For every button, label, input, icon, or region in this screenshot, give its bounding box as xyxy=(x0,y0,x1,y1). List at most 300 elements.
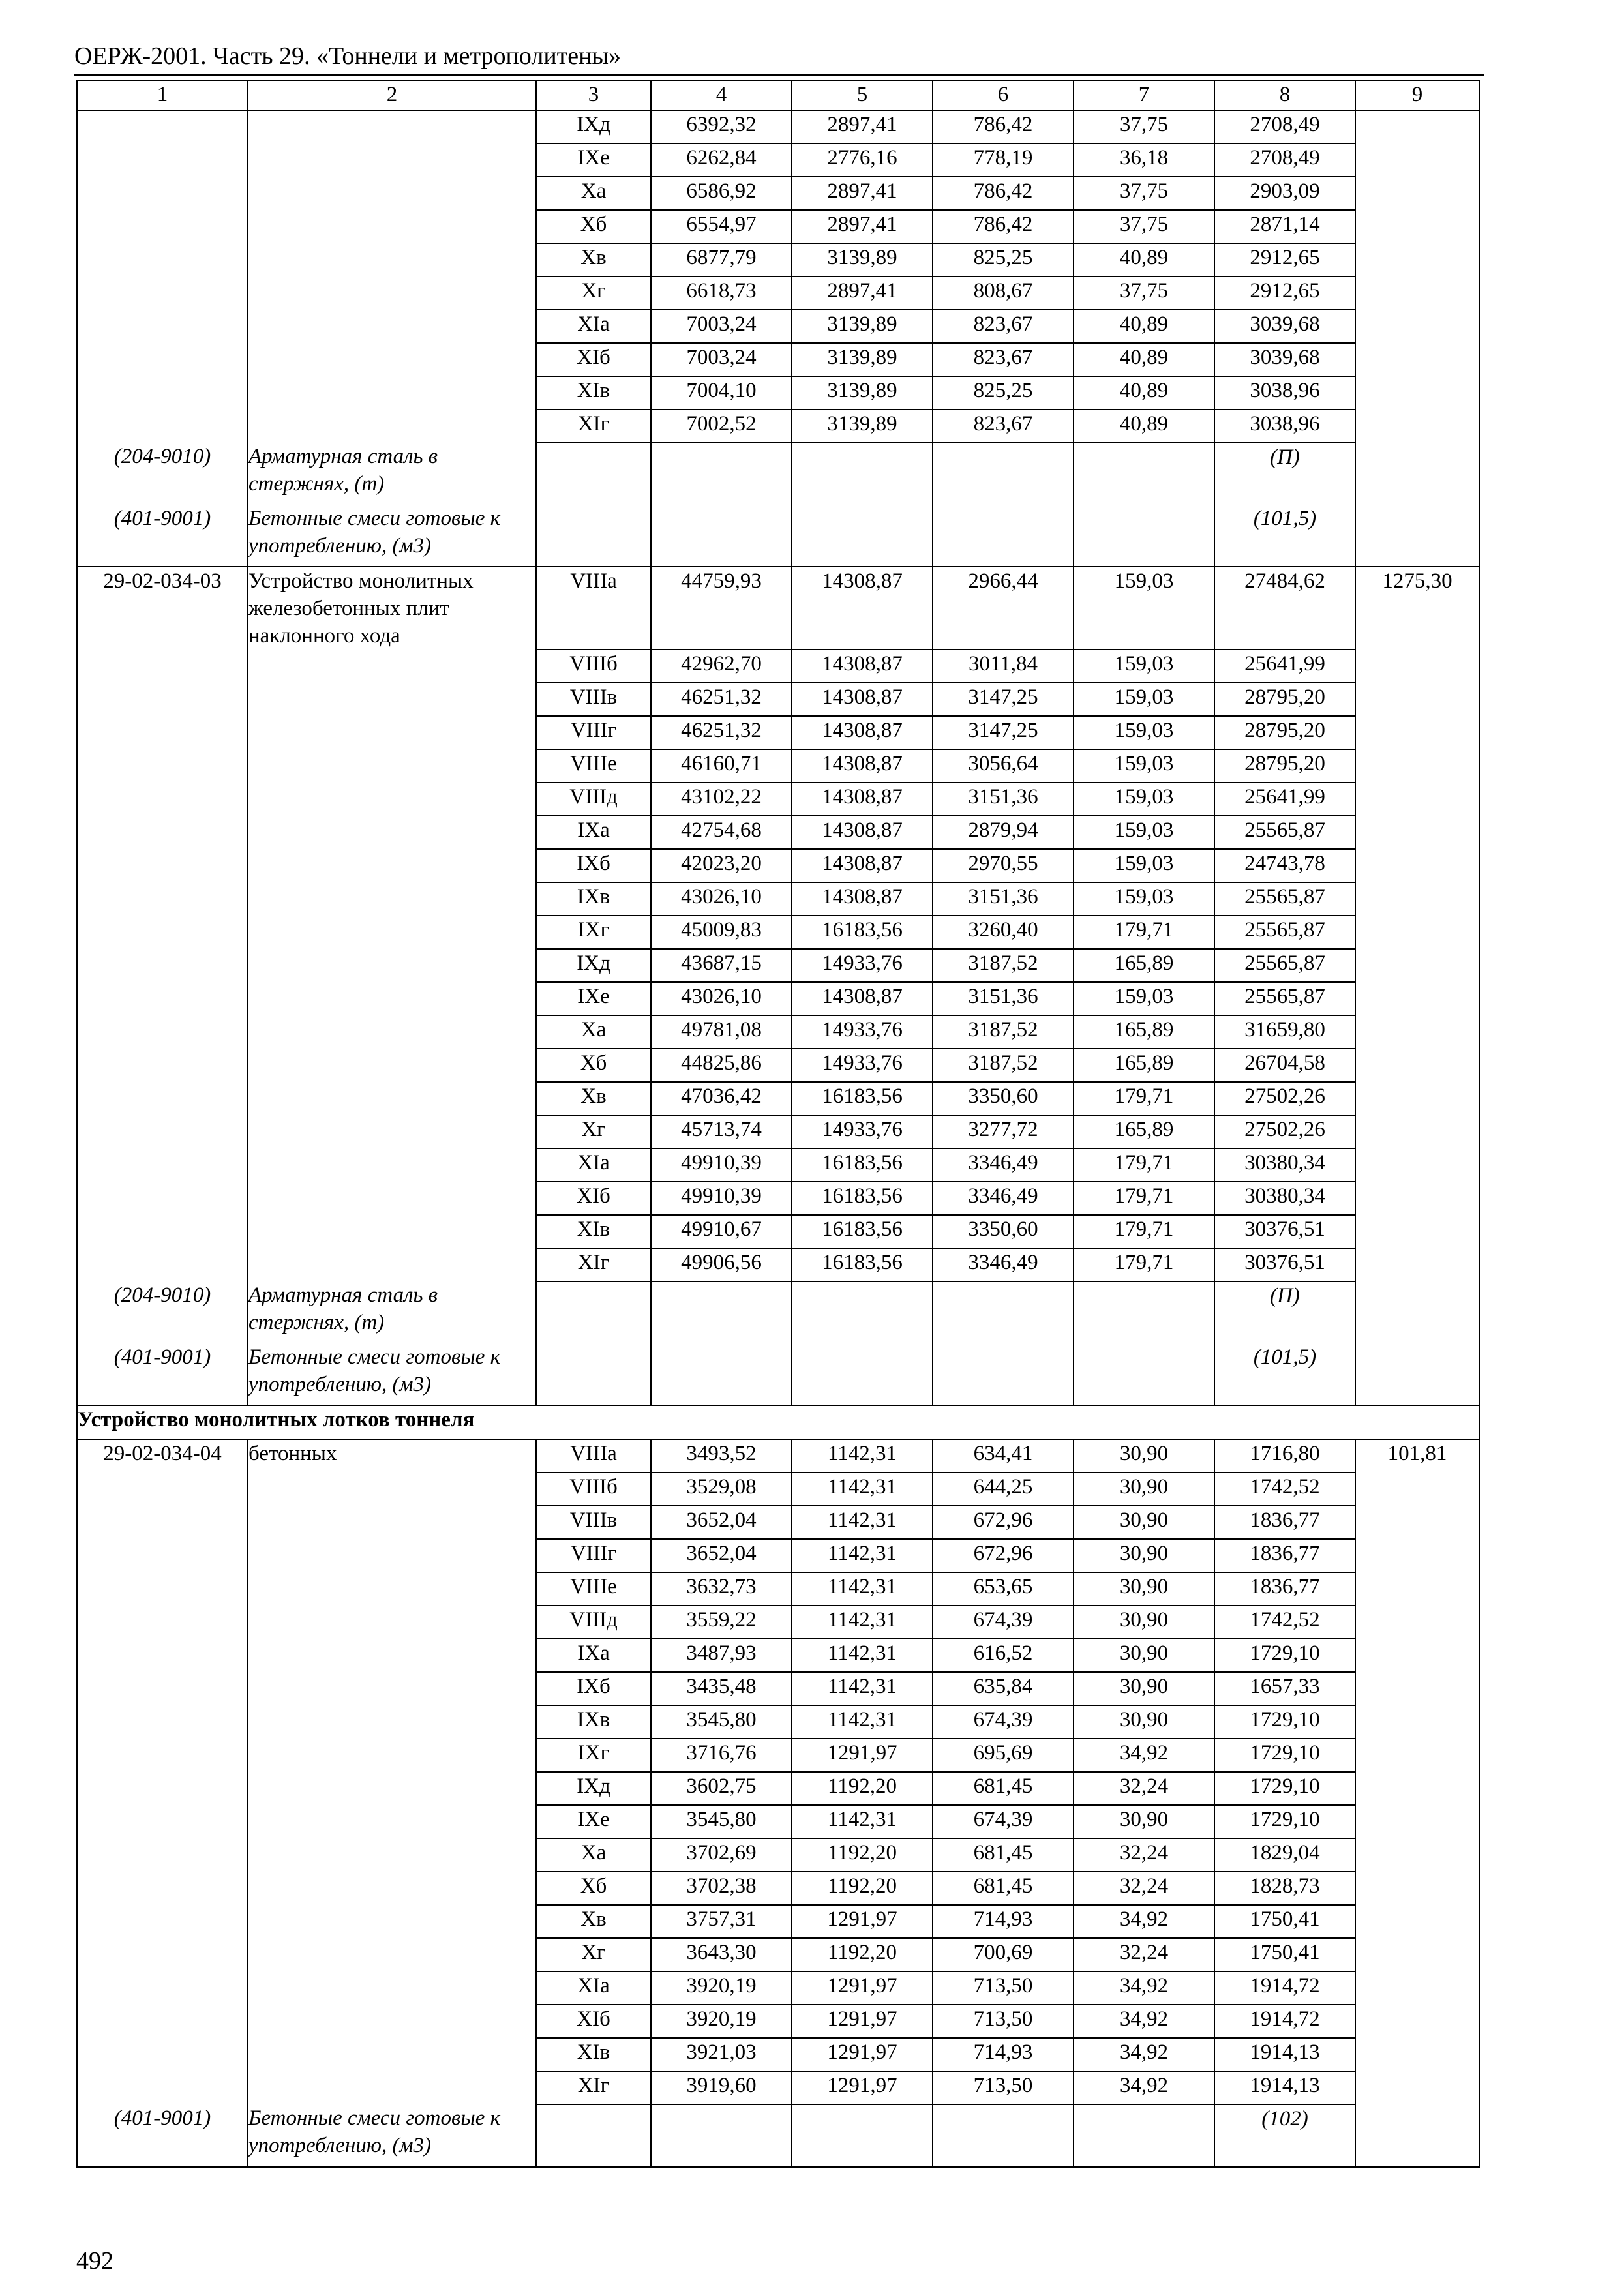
total-cell xyxy=(1355,1506,1479,1539)
work-name xyxy=(248,1572,536,1606)
value-cell: 3039,68 xyxy=(1214,310,1355,343)
resource-row xyxy=(77,505,1479,567)
table-row xyxy=(77,567,1479,650)
value-cell: 14308,87 xyxy=(792,567,933,650)
value-cell: 1192,20 xyxy=(792,1838,933,1872)
zone-cell: IXд xyxy=(536,110,651,143)
total-cell xyxy=(1355,310,1479,343)
value-cell: 1142,31 xyxy=(792,1439,933,1473)
value-cell: 40,89 xyxy=(1074,243,1214,277)
value-cell: 3187,52 xyxy=(933,1049,1074,1082)
value-cell: 1729,10 xyxy=(1214,1805,1355,1838)
value-cell: 159,03 xyxy=(1074,650,1214,683)
value-cell: 1716,80 xyxy=(1214,1439,1355,1473)
value-cell: 46251,32 xyxy=(651,716,792,749)
value-cell: 31659,80 xyxy=(1214,1015,1355,1049)
value-cell: 36,18 xyxy=(1074,143,1214,177)
zone-cell: Xв xyxy=(536,1082,651,1115)
section-heading: Устройство монолитных лотков тоннеля xyxy=(77,1405,1479,1439)
work-name xyxy=(248,1772,536,1805)
page-title: ОЕРЖ-2001. Часть 29. «Тоннели и метрополитены» xyxy=(74,42,622,70)
empty-cell xyxy=(1074,2104,1214,2167)
rate-code xyxy=(77,783,248,816)
table-row xyxy=(77,1938,1479,1971)
value-cell: 3139,89 xyxy=(792,410,933,443)
table-row xyxy=(77,1015,1479,1049)
table-row xyxy=(77,982,1479,1015)
table-row xyxy=(77,650,1479,683)
table-row xyxy=(77,1739,1479,1772)
value-cell: 34,92 xyxy=(1074,2038,1214,2071)
empty-cell xyxy=(536,505,651,567)
resource-code: (401-9001) xyxy=(77,2104,248,2167)
table-row xyxy=(77,1439,1479,1473)
rate-code xyxy=(77,749,248,783)
value-cell: 1742,52 xyxy=(1214,1606,1355,1639)
value-cell: 823,67 xyxy=(933,410,1074,443)
value-cell: 37,75 xyxy=(1074,177,1214,210)
total-cell xyxy=(1355,1672,1479,1705)
work-name xyxy=(248,1838,536,1872)
value-cell: 45009,83 xyxy=(651,916,792,949)
value-cell: 30,90 xyxy=(1074,1473,1214,1506)
rate-code xyxy=(77,1739,248,1772)
resource-code: (204-9010) xyxy=(77,1281,248,1343)
zone-cell: VIIIг xyxy=(536,1539,651,1572)
value-cell: 3529,08 xyxy=(651,1473,792,1506)
empty-cell xyxy=(1074,1343,1214,1405)
table-row xyxy=(77,1473,1479,1506)
value-cell: 159,03 xyxy=(1074,982,1214,1015)
zone-cell: XIг xyxy=(536,410,651,443)
rate-code xyxy=(77,1473,248,1506)
rate-code xyxy=(77,1938,248,1971)
value-cell: 1657,33 xyxy=(1214,1672,1355,1705)
zone-cell: IXа xyxy=(536,816,651,849)
empty-cell xyxy=(933,443,1074,505)
rate-code xyxy=(77,376,248,410)
value-cell: 14933,76 xyxy=(792,1115,933,1148)
value-cell: 28795,20 xyxy=(1214,683,1355,716)
rate-code xyxy=(77,1049,248,1082)
value-cell: 2897,41 xyxy=(792,110,933,143)
value-cell: 714,93 xyxy=(933,2038,1074,2071)
value-cell: 3139,89 xyxy=(792,376,933,410)
table-row xyxy=(77,816,1479,849)
rate-code xyxy=(77,1639,248,1672)
zone-cell: IXе xyxy=(536,982,651,1015)
work-name xyxy=(248,177,536,210)
value-cell: 37,75 xyxy=(1074,277,1214,310)
value-cell: 3260,40 xyxy=(933,916,1074,949)
value-cell: 1914,13 xyxy=(1214,2038,1355,2071)
value-cell: 3920,19 xyxy=(651,1971,792,2005)
value-cell: 1192,20 xyxy=(792,1938,933,1971)
value-cell: 7002,52 xyxy=(651,410,792,443)
rate-code xyxy=(77,2005,248,2038)
table-row xyxy=(77,683,1479,716)
table-row xyxy=(77,2038,1479,2071)
rate-code xyxy=(77,1215,248,1248)
value-cell: 3147,25 xyxy=(933,716,1074,749)
work-name xyxy=(248,1872,536,1905)
work-name xyxy=(248,2005,536,2038)
value-cell: 3151,36 xyxy=(933,882,1074,916)
column-number: 2 xyxy=(248,80,536,110)
value-cell: 1291,97 xyxy=(792,1739,933,1772)
zone-cell: XIв xyxy=(536,376,651,410)
zone-cell: Xв xyxy=(536,243,651,277)
rate-code xyxy=(77,143,248,177)
table-row xyxy=(77,1905,1479,1938)
empty-cell xyxy=(651,2104,792,2167)
value-cell: 1142,31 xyxy=(792,1572,933,1606)
value-cell: 1142,31 xyxy=(792,1805,933,1838)
value-cell: 1192,20 xyxy=(792,1772,933,1805)
value-cell: 2897,41 xyxy=(792,210,933,243)
value-cell: 1729,10 xyxy=(1214,1705,1355,1739)
rate-code xyxy=(77,1772,248,1805)
zone-cell: Xг xyxy=(536,1115,651,1148)
total-cell xyxy=(1355,1872,1479,1905)
zone-cell: IXб xyxy=(536,849,651,882)
total-cell xyxy=(1355,1539,1479,1572)
empty-cell xyxy=(1074,1281,1214,1343)
value-cell: 30380,34 xyxy=(1214,1182,1355,1215)
value-cell: 1291,97 xyxy=(792,2038,933,2071)
value-cell: 32,24 xyxy=(1074,1772,1214,1805)
rate-code xyxy=(77,1672,248,1705)
rate-code xyxy=(77,277,248,310)
table-row xyxy=(77,1838,1479,1872)
total-cell xyxy=(1355,243,1479,277)
value-cell: 634,41 xyxy=(933,1439,1074,1473)
value-cell: 1750,41 xyxy=(1214,1938,1355,1971)
value-cell: 30380,34 xyxy=(1214,1148,1355,1182)
total-cell xyxy=(1355,749,1479,783)
value-cell: 713,50 xyxy=(933,2005,1074,2038)
value-cell: 24743,78 xyxy=(1214,849,1355,882)
value-cell: 1142,31 xyxy=(792,1506,933,1539)
value-cell: 1142,31 xyxy=(792,1539,933,1572)
work-name xyxy=(248,1506,536,1539)
value-cell: 1142,31 xyxy=(792,1672,933,1705)
resource-value: (101,5) xyxy=(1214,1343,1355,1405)
value-cell: 1750,41 xyxy=(1214,1905,1355,1938)
work-name xyxy=(248,650,536,683)
rate-code xyxy=(77,1805,248,1838)
value-cell: 672,96 xyxy=(933,1539,1074,1572)
rate-code xyxy=(77,177,248,210)
table-row xyxy=(77,1606,1479,1639)
rate-code xyxy=(77,1506,248,1539)
empty-cell xyxy=(1355,443,1479,505)
value-cell: 30,90 xyxy=(1074,1805,1214,1838)
total-cell xyxy=(1355,343,1479,376)
value-cell: 1729,10 xyxy=(1214,1772,1355,1805)
value-cell: 674,39 xyxy=(933,1606,1074,1639)
total-cell: 1275,30 xyxy=(1355,567,1479,650)
zone-cell: XIв xyxy=(536,1215,651,1248)
zone-cell: XIг xyxy=(536,2071,651,2104)
value-cell: 16183,56 xyxy=(792,1082,933,1115)
zone-cell: VIIIв xyxy=(536,1506,651,1539)
value-cell: 14308,87 xyxy=(792,882,933,916)
total-cell: 101,81 xyxy=(1355,1439,1479,1473)
value-cell: 25565,87 xyxy=(1214,949,1355,982)
value-cell: 2970,55 xyxy=(933,849,1074,882)
work-name xyxy=(248,2071,536,2104)
work-name xyxy=(248,410,536,443)
value-cell: 159,03 xyxy=(1074,749,1214,783)
work-name xyxy=(248,1705,536,1739)
value-cell: 14308,87 xyxy=(792,816,933,849)
value-cell: 16183,56 xyxy=(792,1182,933,1215)
value-cell: 34,92 xyxy=(1074,1739,1214,1772)
value-cell: 713,50 xyxy=(933,2071,1074,2104)
value-cell: 1729,10 xyxy=(1214,1639,1355,1672)
value-cell: 27502,26 xyxy=(1214,1082,1355,1115)
table-row xyxy=(77,1215,1479,1248)
rate-code xyxy=(77,343,248,376)
table-row xyxy=(77,1639,1479,1672)
value-cell: 1142,31 xyxy=(792,1705,933,1739)
value-cell: 165,89 xyxy=(1074,1049,1214,1082)
value-cell: 1142,31 xyxy=(792,1473,933,1506)
zone-cell: Xб xyxy=(536,210,651,243)
value-cell: 3056,64 xyxy=(933,749,1074,783)
work-name xyxy=(248,916,536,949)
column-number: 5 xyxy=(792,80,933,110)
value-cell: 28795,20 xyxy=(1214,716,1355,749)
value-cell: 14933,76 xyxy=(792,949,933,982)
value-cell: 25641,99 xyxy=(1214,650,1355,683)
work-name xyxy=(248,1606,536,1639)
total-cell xyxy=(1355,1049,1479,1082)
total-cell xyxy=(1355,716,1479,749)
rate-code xyxy=(77,1971,248,2005)
work-name xyxy=(248,849,536,882)
empty-cell xyxy=(792,1281,933,1343)
rate-code xyxy=(77,1148,248,1182)
value-cell: 1828,73 xyxy=(1214,1872,1355,1905)
zone-cell: VIIIе xyxy=(536,1572,651,1606)
empty-cell xyxy=(792,1343,933,1405)
rate-code xyxy=(77,716,248,749)
value-cell: 3487,93 xyxy=(651,1639,792,1672)
zone-cell: VIIIб xyxy=(536,650,651,683)
value-cell: 159,03 xyxy=(1074,783,1214,816)
total-cell xyxy=(1355,1938,1479,1971)
value-cell: 3652,04 xyxy=(651,1539,792,1572)
value-cell: 43026,10 xyxy=(651,882,792,916)
work-name xyxy=(248,1215,536,1248)
zone-cell: VIIIа xyxy=(536,1439,651,1473)
section-heading-row xyxy=(77,1405,1479,1439)
table-row xyxy=(77,1049,1479,1082)
rate-code xyxy=(77,1539,248,1572)
value-cell: 1742,52 xyxy=(1214,1473,1355,1506)
value-cell: 16183,56 xyxy=(792,916,933,949)
value-cell: 823,67 xyxy=(933,343,1074,376)
value-cell: 1291,97 xyxy=(792,1971,933,2005)
value-cell: 3038,96 xyxy=(1214,376,1355,410)
value-cell: 2871,14 xyxy=(1214,210,1355,243)
total-cell xyxy=(1355,1971,1479,2005)
value-cell: 25565,87 xyxy=(1214,882,1355,916)
value-cell: 1914,72 xyxy=(1214,1971,1355,2005)
value-cell: 825,25 xyxy=(933,243,1074,277)
zone-cell: IXа xyxy=(536,1639,651,1672)
value-cell: 46251,32 xyxy=(651,683,792,716)
value-cell: 179,71 xyxy=(1074,1082,1214,1115)
zone-cell: IXе xyxy=(536,1805,651,1838)
table-row xyxy=(77,849,1479,882)
value-cell: 40,89 xyxy=(1074,376,1214,410)
column-number: 6 xyxy=(933,80,1074,110)
empty-cell xyxy=(792,443,933,505)
zone-cell: XIб xyxy=(536,2005,651,2038)
rate-code xyxy=(77,1115,248,1148)
total-cell xyxy=(1355,210,1479,243)
rate-code xyxy=(77,1015,248,1049)
work-name xyxy=(248,1539,536,1572)
empty-cell xyxy=(933,2104,1074,2167)
zone-cell: IXв xyxy=(536,1705,651,1739)
rate-code xyxy=(77,410,248,443)
table-row xyxy=(77,916,1479,949)
work-name xyxy=(248,1015,536,1049)
total-cell xyxy=(1355,177,1479,210)
empty-cell xyxy=(1355,1343,1479,1405)
value-cell: 159,03 xyxy=(1074,849,1214,882)
value-cell: 34,92 xyxy=(1074,2071,1214,2104)
value-cell: 3632,73 xyxy=(651,1572,792,1606)
value-cell: 43687,15 xyxy=(651,949,792,982)
value-cell: 1836,77 xyxy=(1214,1572,1355,1606)
value-cell: 6586,92 xyxy=(651,177,792,210)
table-row xyxy=(77,343,1479,376)
total-cell xyxy=(1355,1905,1479,1938)
zone-cell: XIа xyxy=(536,310,651,343)
value-cell: 1192,20 xyxy=(792,1872,933,1905)
value-cell: 786,42 xyxy=(933,210,1074,243)
empty-cell xyxy=(536,1343,651,1405)
rate-code xyxy=(77,949,248,982)
total-cell xyxy=(1355,783,1479,816)
value-cell: 3346,49 xyxy=(933,1248,1074,1281)
value-cell: 30,90 xyxy=(1074,1672,1214,1705)
work-name: Устройство монолитных железобетонных плит наклонного хода xyxy=(248,567,536,650)
table-row xyxy=(77,376,1479,410)
zone-cell: Xа xyxy=(536,1838,651,1872)
page-number: 492 xyxy=(76,2247,113,2275)
value-cell: 28795,20 xyxy=(1214,749,1355,783)
rate-code xyxy=(77,882,248,916)
total-cell xyxy=(1355,982,1479,1015)
table-row xyxy=(77,210,1479,243)
empty-cell xyxy=(651,443,792,505)
empty-cell xyxy=(536,2104,651,2167)
total-cell xyxy=(1355,916,1479,949)
work-name xyxy=(248,749,536,783)
value-cell: 40,89 xyxy=(1074,410,1214,443)
table-row xyxy=(77,783,1479,816)
value-cell: 3559,22 xyxy=(651,1606,792,1639)
zone-cell: VIIIв xyxy=(536,683,651,716)
value-cell: 1142,31 xyxy=(792,1639,933,1672)
zone-cell: IXе xyxy=(536,143,651,177)
resource-name: Бетонные смеси готовые к употреблению, (м3) xyxy=(248,2104,536,2167)
table-row xyxy=(77,1971,1479,2005)
zone-cell: VIIIд xyxy=(536,1606,651,1639)
value-cell: 2903,09 xyxy=(1214,177,1355,210)
empty-cell xyxy=(1355,2104,1479,2167)
empty-cell xyxy=(933,1343,1074,1405)
value-cell: 6877,79 xyxy=(651,243,792,277)
value-cell: 44759,93 xyxy=(651,567,792,650)
table-row xyxy=(77,749,1479,783)
value-cell: 30,90 xyxy=(1074,1705,1214,1739)
zone-cell: VIIIа xyxy=(536,567,651,650)
value-cell: 34,92 xyxy=(1074,1971,1214,2005)
rate-code xyxy=(77,683,248,716)
value-cell: 14308,87 xyxy=(792,716,933,749)
header-rule xyxy=(74,74,1484,76)
zone-cell: VIIIе xyxy=(536,749,651,783)
empty-cell xyxy=(651,505,792,567)
value-cell: 1729,10 xyxy=(1214,1739,1355,1772)
value-cell: 7003,24 xyxy=(651,310,792,343)
table-row xyxy=(77,1872,1479,1905)
rate-code xyxy=(77,243,248,277)
value-cell: 32,24 xyxy=(1074,1938,1214,1971)
value-cell: 159,03 xyxy=(1074,716,1214,749)
resource-value: (101,5) xyxy=(1214,505,1355,567)
work-name xyxy=(248,1182,536,1215)
value-cell: 42962,70 xyxy=(651,650,792,683)
total-cell xyxy=(1355,110,1479,143)
zone-cell: Xг xyxy=(536,1938,651,1971)
column-number: 3 xyxy=(536,80,651,110)
total-cell xyxy=(1355,650,1479,683)
value-cell: 3652,04 xyxy=(651,1506,792,1539)
rate-code xyxy=(77,1705,248,1739)
value-cell: 49910,39 xyxy=(651,1148,792,1182)
value-cell: 3151,36 xyxy=(933,982,1074,1015)
resource-row xyxy=(77,2104,1479,2167)
value-cell: 3011,84 xyxy=(933,650,1074,683)
value-cell: 786,42 xyxy=(933,110,1074,143)
total-cell xyxy=(1355,1015,1479,1049)
value-cell: 2879,94 xyxy=(933,816,1074,849)
work-name xyxy=(248,716,536,749)
price-table-body xyxy=(77,80,1479,2167)
work-name xyxy=(248,882,536,916)
value-cell: 3346,49 xyxy=(933,1148,1074,1182)
zone-cell: XIв xyxy=(536,2038,651,2071)
table-row xyxy=(77,143,1479,177)
table-row xyxy=(77,1805,1479,1838)
zone-cell: Xг xyxy=(536,277,651,310)
value-cell: 43026,10 xyxy=(651,982,792,1015)
rate-code xyxy=(77,2071,248,2104)
total-cell xyxy=(1355,849,1479,882)
value-cell: 47036,42 xyxy=(651,1082,792,1115)
zone-cell: Xб xyxy=(536,1872,651,1905)
zone-cell: IXв xyxy=(536,882,651,916)
work-name xyxy=(248,1082,536,1115)
